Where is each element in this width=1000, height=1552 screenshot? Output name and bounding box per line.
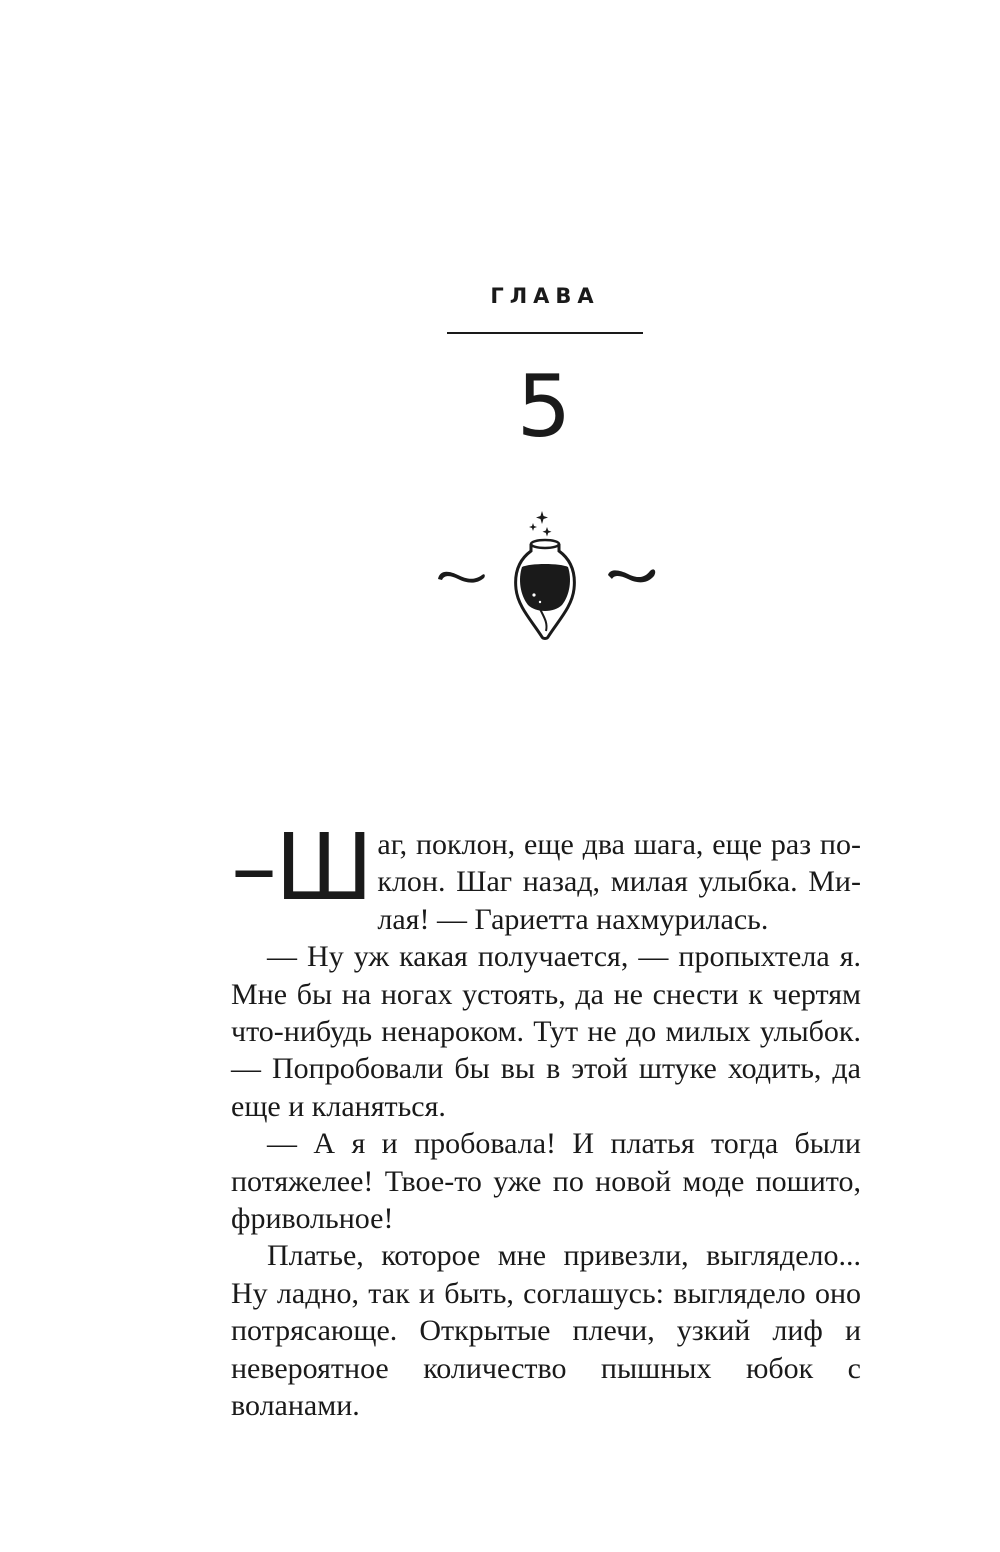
drop-cap: –Ш (231, 814, 372, 921)
paragraph-1-text: аг, поклон, еще два шага, еще раз поклон. Шаг назад, милая улыбка. Милая! — Гариетта нахмурилась. (377, 828, 861, 936)
sparkle-icon (529, 511, 552, 537)
potion-bottle-icon (430, 505, 660, 645)
paragraph-2: — Ну уж какая получается, — пропыхтела я. Мне бы на ногах устоять, да не снести к чертям что-нибудь ненароком. Тут не до милых улыбок. — Попробовали бы вы в этой штуке ходить, да еще и кланяться. (231, 940, 861, 1123)
chapter-label: ГЛАВА (490, 284, 600, 308)
left-swash (438, 572, 485, 583)
chapter-body-text (231, 814, 861, 1425)
bottle (516, 540, 575, 639)
paragraph-3: — А я и пробовала! И платья тогда были потяжелее! Твое-то уже по новой моде пошито, фривольное! (231, 1127, 861, 1236)
chapter-divider (447, 332, 643, 334)
paragraph-4: Платье, которое мне привезли, выглядело... Ну ладно, так и быть, соглашусь: выглядело оно потрясающе. Открытые плечи, узкий лиф и невероятное количество пышных юбок с воланами. (231, 1239, 861, 1423)
chapter-number: 5 (516, 357, 572, 457)
paragraph-1 (231, 814, 861, 938)
right-swash (608, 569, 655, 582)
